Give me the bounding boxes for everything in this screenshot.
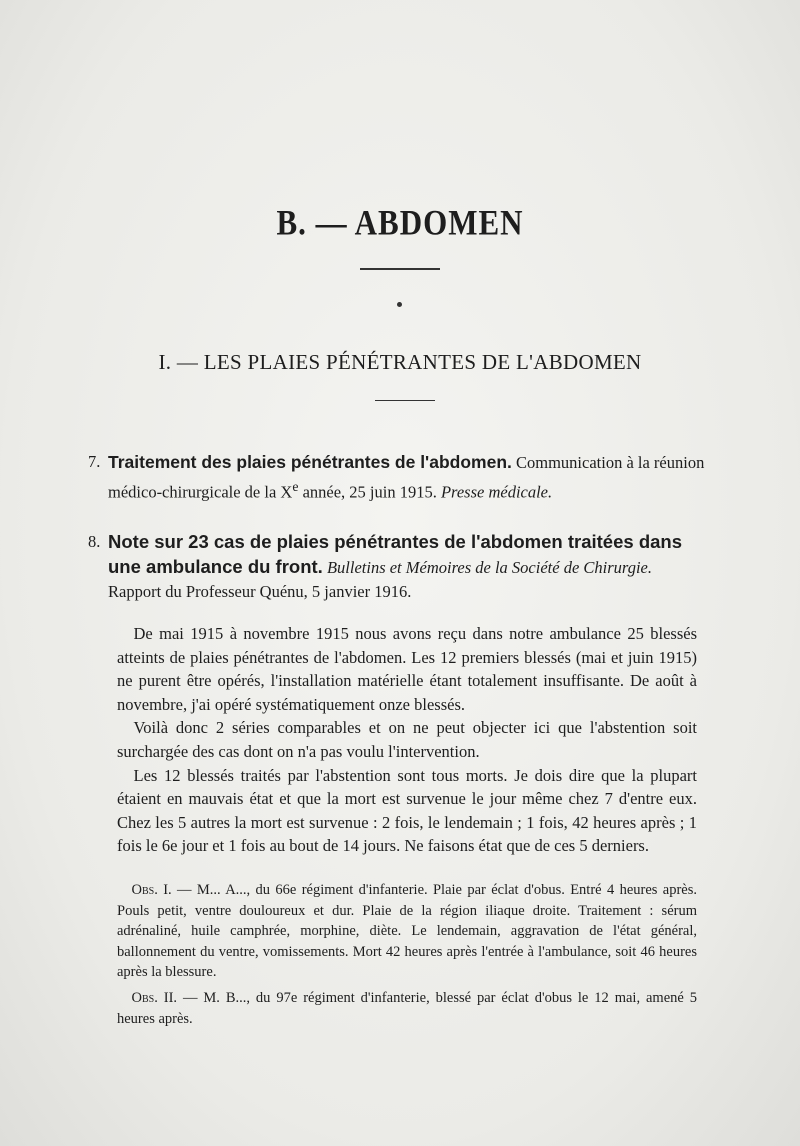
- subsection-rule: [375, 400, 435, 401]
- reference-body: [108, 450, 708, 505]
- body-text: [117, 622, 697, 858]
- reference-item: [88, 530, 708, 604]
- paragraph-text: Voilà donc 2 séries comparables et on ne peut objecter ici que l'abstention soit surchargée des cas dont on n'a pas voulu l'intervention.: [117, 718, 697, 761]
- paragraph: [117, 622, 697, 716]
- reference-title: Traitement des plaies pénétrantes de l'abdomen.: [108, 452, 512, 472]
- subsection-title: I. — LES PLAIES PÉNÉTRANTES DE L'ABDOMEN: [158, 350, 642, 374]
- reference-source: Bulletins et Mémoires de la Société de Chirurgie.: [322, 558, 652, 577]
- ornament-dot: [397, 302, 402, 307]
- observation-paragraph: [117, 988, 697, 1029]
- observation-paragraph: [117, 880, 697, 983]
- paragraph-text: Les 12 blessés traités par l'abstention sont tous morts. Je dois dire que la plupart étaient en mauvais état et que la mort est survenue le jour même chez 7 d'entre eux. Chez les 5 autres la mort est survenue : 2 fois, le lendemain ; 1 fois, 42 heures après ; 1 fois le 6e jour et 1 fois au bout de 14 jours. Ne faisons état que de ces 5 derniers.: [117, 765, 697, 856]
- reference-text: Rapport du Professeur Quénu, 5 janvier 1916.: [108, 582, 412, 601]
- paragraph-text: De mai 1915 à novembre 1915 nous avons reçu dans notre ambulance 25 blessés atteints de plaies pénétrantes de l'abdomen. Les 12 premiers blessés (mai et juin 1915) ne purent être opérés, l'installation matérielle étant totalement insuffisante. De août à novembre, j'ai opéré systématiquement onze blessés.: [117, 624, 697, 714]
- reference-sup: e: [292, 479, 299, 494]
- reference-title: Note sur 23 cas de plaies pénétrantes de l'abdomen traitées dans une ambulance du front.: [108, 531, 682, 577]
- observation-label: Obs. I.: [131, 882, 172, 898]
- observation-text: — M... A..., du 66e régiment d'infanterie. Plaie par éclat d'obus. Entré 4 heures après. Pouls petit, ventre douloureux et dur. Plaie de la région iliaque droite. Traitement : sérum adrénaliné, huile camphrée, morphine, diète. Le lendemain, aggravation de l'état général, ballonnement du ventre, vomissements. Mort 42 heures après l'entrée à l'ambulance, soit 46 heures après la blessure.: [117, 882, 697, 980]
- reference-text-2: année, 25 juin 1915.: [298, 482, 441, 502]
- section-title: B. — ABDOMEN: [276, 202, 524, 243]
- paragraph: [117, 716, 697, 763]
- paragraph: [117, 764, 697, 858]
- reference-item: [88, 450, 708, 505]
- observation: [117, 988, 697, 1029]
- reference-number: 8.: [88, 532, 101, 551]
- observation: [117, 880, 697, 983]
- reference-body: [108, 530, 708, 604]
- reference-source: Presse médicale.: [440, 482, 553, 502]
- observation-label: Obs. II.: [131, 990, 178, 1006]
- reference-text: Communication à la réunion médico-chirurgicale de la X: [108, 453, 705, 502]
- observation-text: — M. B..., du 97e régiment d'infanterie, blessé par éclat d'obus le 12 mai, amené 5 heures après.: [117, 990, 697, 1027]
- title-rule: [360, 268, 440, 270]
- reference-number: 7.: [88, 452, 101, 471]
